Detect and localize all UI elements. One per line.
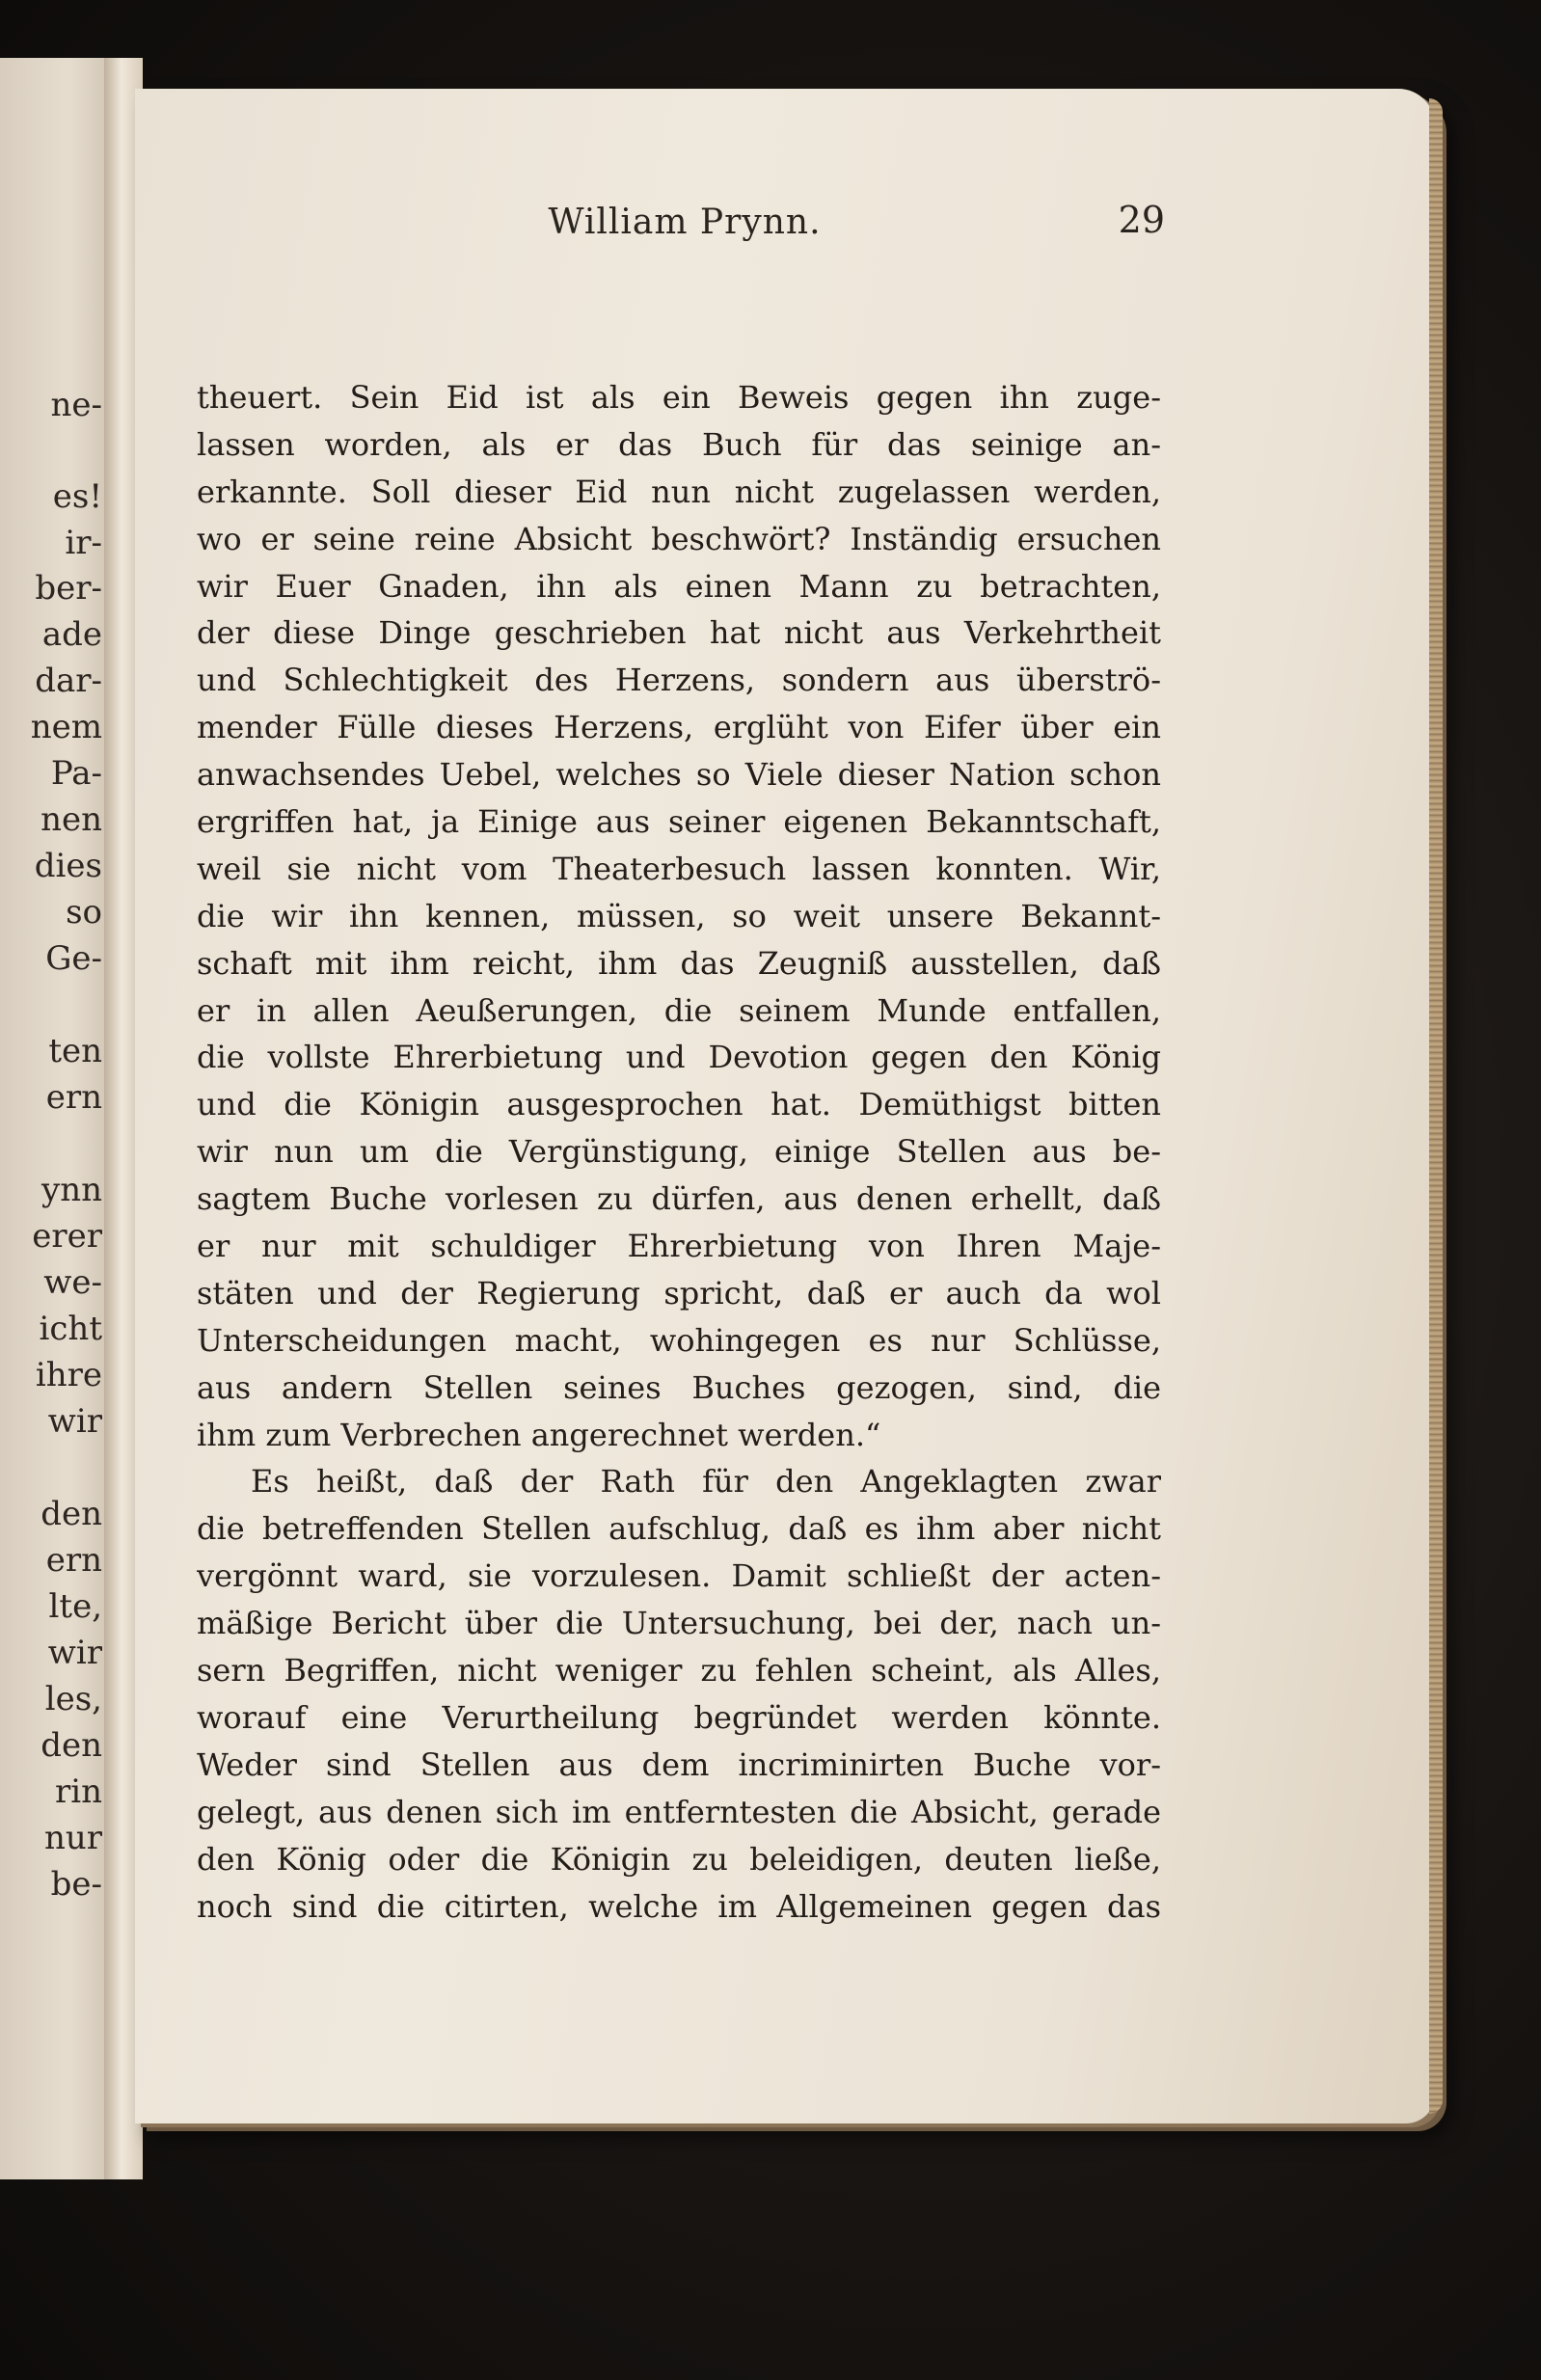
text-line: die vollste Ehrerbietung und Devotion gegen den König: [197, 1039, 1161, 1076]
left-fragment: rin: [54, 1772, 102, 1811]
text-line: vergönnt ward, sie vorzulesen. Damit schließt der acten-: [197, 1557, 1161, 1595]
left-fragment: nem: [30, 708, 102, 746]
left-fragment: nen: [41, 800, 102, 839]
left-fragment: ihre: [35, 1356, 102, 1394]
text-line: weil sie nicht vom Theaterbesuch lassen konnten. Wir,: [197, 850, 1161, 887]
left-fragment: les,: [44, 1680, 102, 1718]
left-fragment: ne-: [50, 386, 102, 424]
body-text: [197, 374, 1161, 1930]
text-line: er nur mit schuldiger Ehrerbietung von Ihren Maje-: [197, 1228, 1161, 1265]
left-fragment: ern: [45, 1078, 102, 1117]
text-line: die wir ihn kennen, müssen, so weit unsere Bekannt-: [197, 897, 1161, 934]
text-line: stäten und der Regierung spricht, daß er auch da wol: [197, 1274, 1161, 1312]
text-line: Es heißt, daß der Rath für den Angeklagten zwar: [251, 1463, 1161, 1501]
text-line: ergriffen hat, ja Einige aus seiner eigenen Bekanntschaft,: [197, 803, 1161, 841]
text-line: schaft mit ihm reicht, ihm das Zeugniß ausstellen, daß: [197, 944, 1161, 982]
text-line: theuert. Sein Eid ist als ein Beweis gegen ihn zuge-: [197, 379, 1161, 416]
text-line: und die Königin ausgesprochen hat. Demüthigst bitten: [197, 1086, 1161, 1123]
text-line: erkannte. Soll dieser Eid nun nicht zugelassen werden,: [197, 473, 1161, 510]
text-line: anwachsendes Uebel, welches so Viele dieser Nation schon: [197, 756, 1161, 794]
left-fragment: wir: [47, 1634, 102, 1672]
left-fragment: be-: [50, 1865, 102, 1904]
left-fragment: ir-: [65, 524, 102, 562]
text-line: lassen worden, als er das Buch für das seinige an-: [197, 425, 1161, 463]
left-fragment: dar-: [35, 662, 102, 700]
left-fragment: lte,: [48, 1587, 102, 1626]
left-facing-page: [0, 58, 116, 2179]
left-fragment: es!: [52, 477, 102, 516]
left-fragment: ten: [48, 1032, 102, 1070]
text-line: gelegt, aus denen sich im entferntesten die Absicht, gerade: [197, 1793, 1161, 1830]
left-fragment: Pa-: [50, 754, 102, 793]
left-fragment: Ge-: [45, 939, 102, 978]
left-fragment: ber-: [35, 569, 102, 608]
text-line: die betreffenden Stellen aufschlug, daß es ihm aber nicht: [197, 1510, 1161, 1548]
left-fragment: erer: [32, 1217, 102, 1256]
page-header: [0, 199, 1541, 251]
text-line: noch sind die citirten, welche im Allgemeinen gegen das: [197, 1887, 1161, 1925]
text-line: er in allen Aeußerungen, die seinem Munde entfallen,: [197, 991, 1161, 1029]
text-line: wo er seine reine Absicht beschwört? Inständig ersuchen: [197, 520, 1161, 557]
left-fragment: den: [41, 1495, 102, 1533]
left-fragment: we-: [43, 1263, 102, 1302]
left-fragment: dies: [34, 847, 102, 885]
text-line: der diese Dinge geschrieben hat nicht aus Verkehrtheit: [197, 614, 1161, 652]
left-fragment: nur: [43, 1819, 102, 1857]
text-line: ihm zum Verbrechen angerechnet werden.“: [197, 1416, 881, 1453]
left-fragment: ern: [45, 1541, 102, 1580]
text-line: mender Fülle dieses Herzens, erglüht von Eifer über ein: [197, 709, 1161, 746]
text-line: sagtem Buche vorlesen zu dürfen, aus denen erhellt, daß: [197, 1180, 1161, 1218]
page-number: 29: [1118, 199, 1165, 241]
left-page-text-fragments: [0, 58, 106, 2179]
text-line: Unterscheidungen macht, wohingegen es nur Schlüsse,: [197, 1321, 1161, 1359]
running-title: William Prynn.: [548, 203, 822, 242]
text-line: mäßige Bericht über die Untersuchung, bei der, nach un-: [197, 1605, 1161, 1642]
left-fragment: icht: [39, 1310, 102, 1348]
text-line: den König oder die Königin zu beleidigen, deuten ließe,: [197, 1840, 1161, 1878]
text-line: aus andern Stellen seines Buches gezogen, sind, die: [197, 1368, 1161, 1406]
text-line: sern Begriffen, nicht weniger zu fehlen scheint, als Alles,: [197, 1652, 1161, 1690]
left-fragment: so: [66, 893, 102, 932]
text-line: und Schlechtigkeit des Herzens, sondern aus überströ-: [197, 662, 1161, 699]
text-line: Weder sind Stellen aus dem incriminirten Buche vor-: [197, 1745, 1161, 1783]
left-fragment: ynn: [41, 1171, 102, 1209]
left-fragment: ade: [41, 615, 102, 654]
text-line: worauf eine Verurtheilung begründet werden könnte.: [197, 1698, 1161, 1736]
left-fragment: den: [41, 1726, 102, 1765]
page-edge: [1429, 98, 1443, 2114]
text-line: wir Euer Gnaden, ihn als einen Mann zu betrachten,: [197, 567, 1161, 605]
text-line: wir nun um die Vergünstigung, einige Stellen aus be-: [197, 1133, 1161, 1171]
left-fragment: wir: [47, 1402, 102, 1441]
